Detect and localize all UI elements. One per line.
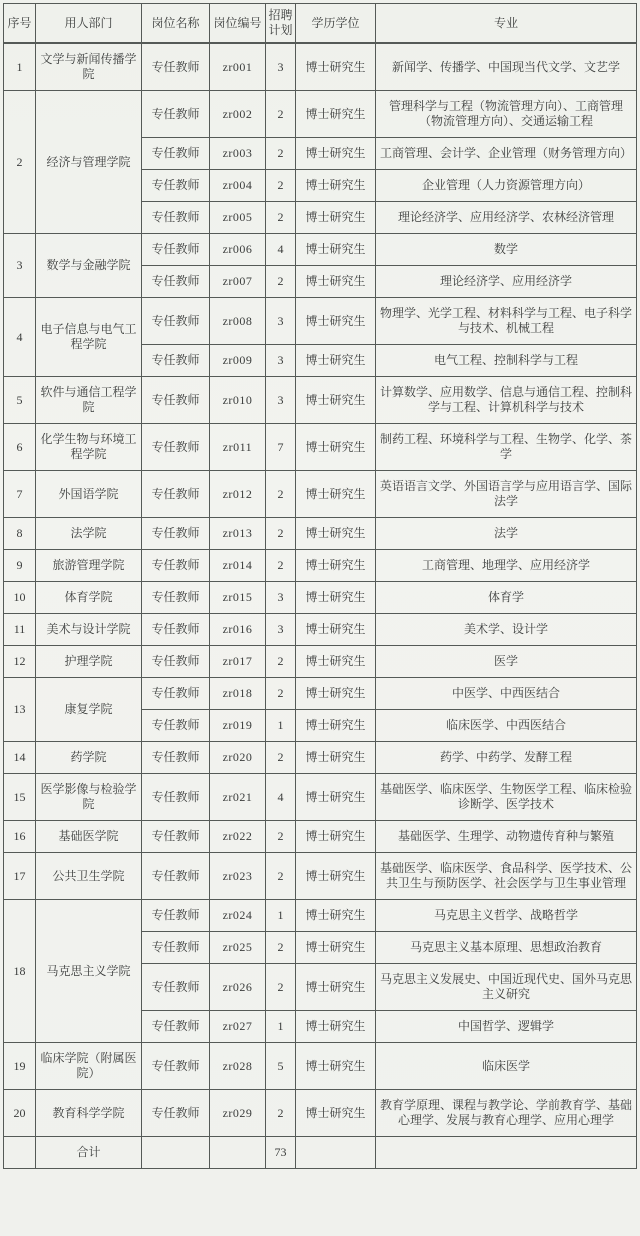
table-row <box>4 774 637 821</box>
scanned-document-page <box>0 3 640 1236</box>
cell-degree: 博士研究生 <box>296 234 376 266</box>
cell-degree: 博士研究生 <box>296 345 376 377</box>
cell-plan-count: 3 <box>266 298 296 345</box>
cell-department: 数学与金融学院 <box>36 234 142 298</box>
cell-plan-count: 2 <box>266 170 296 202</box>
cell-degree: 博士研究生 <box>296 43 376 91</box>
table-row <box>4 91 637 138</box>
cell-plan-count: 2 <box>266 202 296 234</box>
cell-position-code: zr020 <box>210 742 266 774</box>
header-position-name: 岗位名称 <box>142 4 210 44</box>
cell-majors: 英语语言文学、外国语言学与应用语言学、国际法学 <box>376 471 637 518</box>
table-row <box>4 234 637 266</box>
cell-position-code: zr025 <box>210 932 266 964</box>
cell-position-title: 专任教师 <box>142 646 210 678</box>
cell-degree: 博士研究生 <box>296 170 376 202</box>
cell-majors: 临床医学、中西医结合 <box>376 710 637 742</box>
cell-plan-count: 5 <box>266 1043 296 1090</box>
cell-plan-count: 3 <box>266 582 296 614</box>
cell-department: 外国语学院 <box>36 471 142 518</box>
cell-serial: 13 <box>4 678 36 742</box>
cell-department: 旅游管理学院 <box>36 550 142 582</box>
cell-department: 护理学院 <box>36 646 142 678</box>
table-row <box>4 518 637 550</box>
cell-majors: 教育学原理、课程与教学论、学前教育学、基础心理学、发展与教育心理学、应用心理学 <box>376 1090 637 1137</box>
cell-degree: 博士研究生 <box>296 550 376 582</box>
cell-position-code: zr024 <box>210 900 266 932</box>
cell-serial: 11 <box>4 614 36 646</box>
recruitment-table <box>3 3 637 1169</box>
cell-serial: 17 <box>4 853 36 900</box>
cell-plan-count: 1 <box>266 710 296 742</box>
header-plan-count: 招聘计划 <box>266 4 296 44</box>
cell-majors: 医学 <box>376 646 637 678</box>
table-row <box>4 1090 637 1137</box>
cell-serial: 10 <box>4 582 36 614</box>
cell-department: 法学院 <box>36 518 142 550</box>
header-majors: 专业 <box>376 4 637 44</box>
cell-position-code: zr003 <box>210 138 266 170</box>
cell-position-title: 专任教师 <box>142 932 210 964</box>
table-row <box>4 1043 637 1090</box>
cell-position-title: 专任教师 <box>142 1090 210 1137</box>
cell-position-title: 专任教师 <box>142 678 210 710</box>
cell-degree: 博士研究生 <box>296 742 376 774</box>
cell-position-title: 专任教师 <box>142 1043 210 1090</box>
cell-empty <box>376 1137 637 1169</box>
cell-department: 文学与新闻传播学院 <box>36 43 142 91</box>
cell-plan-count: 4 <box>266 774 296 821</box>
cell-department: 临床学院（附属医院） <box>36 1043 142 1090</box>
cell-degree: 博士研究生 <box>296 964 376 1011</box>
cell-department: 基础医学院 <box>36 821 142 853</box>
cell-position-title: 专任教师 <box>142 614 210 646</box>
cell-serial: 16 <box>4 821 36 853</box>
cell-position-code: zr008 <box>210 298 266 345</box>
cell-serial: 8 <box>4 518 36 550</box>
cell-majors: 物理学、光学工程、材料科学与工程、电子科学与技术、机械工程 <box>376 298 637 345</box>
cell-position-code: zr001 <box>210 43 266 91</box>
table-row <box>4 678 637 710</box>
cell-position-title: 专任教师 <box>142 742 210 774</box>
cell-plan-count: 2 <box>266 138 296 170</box>
cell-degree: 博士研究生 <box>296 1043 376 1090</box>
cell-position-code: zr012 <box>210 471 266 518</box>
cell-position-code: zr007 <box>210 266 266 298</box>
table-row <box>4 853 637 900</box>
cell-position-code: zr019 <box>210 710 266 742</box>
cell-plan-count: 1 <box>266 900 296 932</box>
cell-position-title: 专任教师 <box>142 964 210 1011</box>
total-label: 合计 <box>36 1137 142 1169</box>
cell-department: 软件与通信工程学院 <box>36 377 142 424</box>
cell-empty <box>210 1137 266 1169</box>
cell-position-title: 专任教师 <box>142 471 210 518</box>
cell-plan-count: 2 <box>266 550 296 582</box>
cell-position-title: 专任教师 <box>142 377 210 424</box>
cell-plan-count: 2 <box>266 853 296 900</box>
cell-position-code: zr017 <box>210 646 266 678</box>
cell-position-title: 专任教师 <box>142 853 210 900</box>
cell-position-title: 专任教师 <box>142 518 210 550</box>
cell-serial: 18 <box>4 900 36 1043</box>
cell-position-title: 专任教师 <box>142 774 210 821</box>
cell-majors: 药学、中药学、发酵工程 <box>376 742 637 774</box>
cell-degree: 博士研究生 <box>296 646 376 678</box>
cell-majors: 理论经济学、应用经济学、农林经济管理 <box>376 202 637 234</box>
table-header <box>4 4 637 44</box>
cell-position-title: 专任教师 <box>142 43 210 91</box>
cell-plan-count: 2 <box>266 964 296 1011</box>
cell-majors: 马克思主义哲学、战略哲学 <box>376 900 637 932</box>
cell-degree: 博士研究生 <box>296 298 376 345</box>
cell-position-code: zr026 <box>210 964 266 1011</box>
cell-degree: 博士研究生 <box>296 614 376 646</box>
cell-degree: 博士研究生 <box>296 900 376 932</box>
cell-degree: 博士研究生 <box>296 853 376 900</box>
cell-degree: 博士研究生 <box>296 710 376 742</box>
cell-degree: 博士研究生 <box>296 774 376 821</box>
cell-position-title: 专任教师 <box>142 821 210 853</box>
cell-position-code: zr006 <box>210 234 266 266</box>
cell-position-code: zr021 <box>210 774 266 821</box>
cell-plan-count: 1 <box>266 1011 296 1043</box>
table-row <box>4 614 637 646</box>
cell-department: 医学影像与检验学院 <box>36 774 142 821</box>
cell-position-code: zr002 <box>210 91 266 138</box>
cell-plan-count: 2 <box>266 742 296 774</box>
cell-plan-count: 2 <box>266 91 296 138</box>
cell-degree: 博士研究生 <box>296 266 376 298</box>
cell-majors: 马克思主义基本原理、思想政治教育 <box>376 932 637 964</box>
cell-degree: 博士研究生 <box>296 377 376 424</box>
cell-serial: 14 <box>4 742 36 774</box>
cell-degree: 博士研究生 <box>296 518 376 550</box>
cell-majors: 美术学、设计学 <box>376 614 637 646</box>
cell-position-title: 专任教师 <box>142 550 210 582</box>
cell-position-code: zr029 <box>210 1090 266 1137</box>
cell-department: 药学院 <box>36 742 142 774</box>
cell-position-title: 专任教师 <box>142 298 210 345</box>
cell-degree: 博士研究生 <box>296 91 376 138</box>
cell-degree: 博士研究生 <box>296 202 376 234</box>
cell-position-code: zr004 <box>210 170 266 202</box>
cell-position-title: 专任教师 <box>142 1011 210 1043</box>
cell-position-code: zr022 <box>210 821 266 853</box>
cell-majors: 中医学、中西医结合 <box>376 678 637 710</box>
cell-majors: 工商管理、会计学、企业管理（财务管理方向） <box>376 138 637 170</box>
total-plan-count: 73 <box>266 1137 296 1169</box>
cell-position-title: 专任教师 <box>142 234 210 266</box>
table-row <box>4 646 637 678</box>
cell-majors: 数学 <box>376 234 637 266</box>
cell-degree: 博士研究生 <box>296 471 376 518</box>
cell-position-code: zr028 <box>210 1043 266 1090</box>
cell-plan-count: 3 <box>266 43 296 91</box>
cell-position-title: 专任教师 <box>142 266 210 298</box>
cell-department: 经济与管理学院 <box>36 91 142 234</box>
table-body <box>4 43 637 1137</box>
cell-serial: 6 <box>4 424 36 471</box>
cell-degree: 博士研究生 <box>296 932 376 964</box>
header-position-code: 岗位编号 <box>210 4 266 44</box>
table-row <box>4 900 637 932</box>
cell-position-title: 专任教师 <box>142 710 210 742</box>
cell-department: 化学生物与环境工程学院 <box>36 424 142 471</box>
cell-empty <box>4 1137 36 1169</box>
table-row <box>4 471 637 518</box>
cell-position-title: 专任教师 <box>142 900 210 932</box>
cell-position-title: 专任教师 <box>142 345 210 377</box>
cell-department: 马克思主义学院 <box>36 900 142 1043</box>
cell-serial: 9 <box>4 550 36 582</box>
cell-plan-count: 3 <box>266 614 296 646</box>
table-row <box>4 550 637 582</box>
cell-empty <box>142 1137 210 1169</box>
cell-position-code: zr009 <box>210 345 266 377</box>
cell-serial: 2 <box>4 91 36 234</box>
cell-majors: 新闻学、传播学、中国现当代文学、文艺学 <box>376 43 637 91</box>
cell-plan-count: 2 <box>266 678 296 710</box>
cell-plan-count: 3 <box>266 345 296 377</box>
cell-majors: 电气工程、控制科学与工程 <box>376 345 637 377</box>
cell-serial: 3 <box>4 234 36 298</box>
header-serial: 序号 <box>4 4 36 44</box>
cell-serial: 4 <box>4 298 36 377</box>
cell-position-code: zr023 <box>210 853 266 900</box>
cell-majors: 管理科学与工程（物流管理方向）、工商管理（物流管理方向）、交通运输工程 <box>376 91 637 138</box>
header-row <box>4 4 637 44</box>
cell-degree: 博士研究生 <box>296 424 376 471</box>
cell-majors: 工商管理、地理学、应用经济学 <box>376 550 637 582</box>
cell-plan-count: 2 <box>266 1090 296 1137</box>
cell-serial: 19 <box>4 1043 36 1090</box>
cell-majors: 马克思主义发展史、中国近现代史、国外马克思主义研究 <box>376 964 637 1011</box>
cell-majors: 制药工程、环境科学与工程、生物学、化学、茶学 <box>376 424 637 471</box>
cell-serial: 5 <box>4 377 36 424</box>
cell-serial: 7 <box>4 471 36 518</box>
cell-majors: 基础医学、生理学、动物遗传育种与繁殖 <box>376 821 637 853</box>
cell-department: 美术与设计学院 <box>36 614 142 646</box>
cell-position-title: 专任教师 <box>142 138 210 170</box>
cell-serial: 1 <box>4 43 36 91</box>
cell-majors: 企业管理（人力资源管理方向） <box>376 170 637 202</box>
cell-serial: 12 <box>4 646 36 678</box>
cell-position-title: 专任教师 <box>142 91 210 138</box>
cell-position-code: zr015 <box>210 582 266 614</box>
cell-majors: 理论经济学、应用经济学 <box>376 266 637 298</box>
cell-majors: 基础医学、临床医学、生物医学工程、临床检验诊断学、医学技术 <box>376 774 637 821</box>
cell-position-code: zr005 <box>210 202 266 234</box>
cell-position-code: zr014 <box>210 550 266 582</box>
cell-position-code: zr027 <box>210 1011 266 1043</box>
cell-position-code: zr013 <box>210 518 266 550</box>
cell-position-title: 专任教师 <box>142 170 210 202</box>
cell-department: 教育科学学院 <box>36 1090 142 1137</box>
cell-serial: 15 <box>4 774 36 821</box>
cell-position-title: 专任教师 <box>142 424 210 471</box>
cell-plan-count: 2 <box>266 518 296 550</box>
table-row <box>4 821 637 853</box>
table-footer <box>4 1137 637 1169</box>
cell-position-title: 专任教师 <box>142 202 210 234</box>
cell-plan-count: 4 <box>266 234 296 266</box>
table-row <box>4 742 637 774</box>
cell-empty <box>296 1137 376 1169</box>
cell-majors: 计算数学、应用数学、信息与通信工程、控制科学与工程、计算机科学与技术 <box>376 377 637 424</box>
cell-plan-count: 2 <box>266 471 296 518</box>
cell-degree: 博士研究生 <box>296 138 376 170</box>
cell-degree: 博士研究生 <box>296 1090 376 1137</box>
cell-plan-count: 2 <box>266 646 296 678</box>
table-row <box>4 582 637 614</box>
table-row <box>4 377 637 424</box>
cell-department: 电子信息与电气工程学院 <box>36 298 142 377</box>
table-row <box>4 298 637 345</box>
cell-plan-count: 3 <box>266 377 296 424</box>
cell-majors: 临床医学 <box>376 1043 637 1090</box>
cell-majors: 法学 <box>376 518 637 550</box>
cell-plan-count: 2 <box>266 266 296 298</box>
cell-position-title: 专任教师 <box>142 582 210 614</box>
cell-majors: 基础医学、临床医学、食品科学、医学技术、公共卫生与预防医学、社会医学与卫生事业管理 <box>376 853 637 900</box>
table-row <box>4 43 637 91</box>
table-row <box>4 424 637 471</box>
cell-position-code: zr010 <box>210 377 266 424</box>
cell-department: 康复学院 <box>36 678 142 742</box>
total-row <box>4 1137 637 1169</box>
cell-department: 体育学院 <box>36 582 142 614</box>
cell-serial: 20 <box>4 1090 36 1137</box>
header-degree: 学历学位 <box>296 4 376 44</box>
cell-degree: 博士研究生 <box>296 678 376 710</box>
cell-degree: 博士研究生 <box>296 1011 376 1043</box>
cell-plan-count: 2 <box>266 821 296 853</box>
cell-position-code: zr018 <box>210 678 266 710</box>
cell-plan-count: 2 <box>266 932 296 964</box>
cell-position-code: zr016 <box>210 614 266 646</box>
cell-department: 公共卫生学院 <box>36 853 142 900</box>
cell-degree: 博士研究生 <box>296 821 376 853</box>
header-department: 用人部门 <box>36 4 142 44</box>
cell-position-code: zr011 <box>210 424 266 471</box>
cell-plan-count: 7 <box>266 424 296 471</box>
cell-degree: 博士研究生 <box>296 582 376 614</box>
cell-majors: 中国哲学、逻辑学 <box>376 1011 637 1043</box>
cell-majors: 体育学 <box>376 582 637 614</box>
